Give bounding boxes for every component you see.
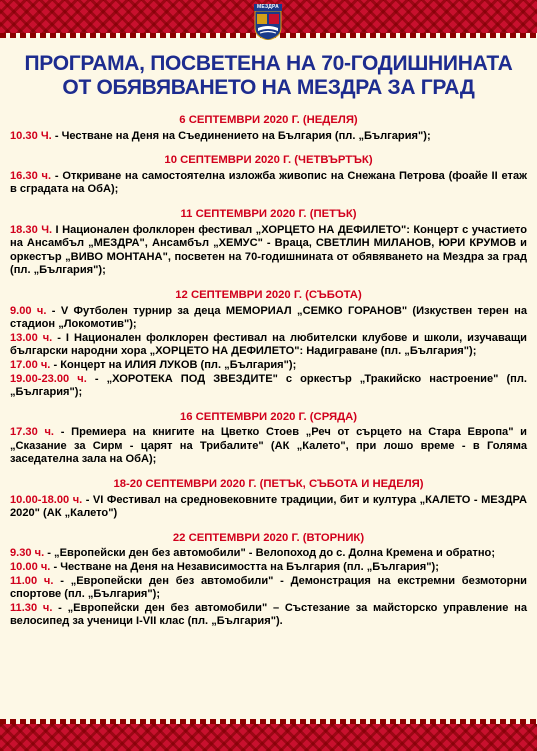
program-entry — [10, 130, 527, 144]
decorative-border-bottom — [0, 719, 537, 751]
day-heading: 10 СЕПТЕМВРИ 2020 Г. (ЧЕТВЪРТЪК) — [164, 154, 373, 167]
logo-label: МЕЗДРА — [254, 4, 282, 11]
program-entry — [10, 494, 527, 521]
program-list — [10, 114, 527, 640]
program-day-section — [10, 478, 527, 521]
entry-text: - Откриване на самостоятелна изложба живопис на Снежана Петрова (фоайе II етаж в сградата на ОбА); — [10, 169, 527, 196]
title-line-1: ПРОГРАМА, ПОСВЕТЕНА НА 70-ГОДИШНИНАТА — [24, 52, 513, 75]
program-entry — [10, 602, 527, 629]
entry-time: 19.00-23.00 ч. — [10, 372, 87, 385]
day-heading: 11 СЕПТЕМВРИ 2020 Г. (ПЕТЪК) — [180, 207, 357, 220]
day-heading: 22 СЕПТЕМВРИ 2020 Г. (ВТОРНИК) — [172, 531, 365, 544]
entry-time: 9.00 ч. — [10, 304, 47, 317]
entry-time: 18.30 Ч. — [10, 223, 53, 236]
entry-time: 10.00-18.00 ч. — [10, 493, 83, 506]
program-entry — [10, 332, 527, 359]
entry-text: - Премиера на книгите на Цветко Стоев „Реч от сърцето на Стара Европа" и „Сказание за Сирм - царят на Трибалите" (АК „Калето", при лошо време - в Голяма заседателна зала на ОбА); — [10, 426, 527, 466]
entry-time: 16.30 ч. — [10, 169, 52, 182]
program-entry — [10, 426, 527, 467]
program-entry — [10, 170, 527, 197]
entry-text: - Концерт на ИЛИЯ ЛУКОВ (пл. „България"); — [50, 358, 297, 371]
program-entry — [10, 373, 527, 400]
program-day-section — [10, 208, 527, 278]
entry-time: 9.30 ч. — [10, 547, 45, 560]
entry-text: - „Европейски ден без автомобили" – Състезание за майсторско управление на велосипед за ученици I-VII клас (пл. „България"). — [10, 601, 527, 628]
entry-text: - Честване на Деня на Съединението на България (пл. „България"); — [51, 129, 431, 142]
day-heading: 6 СЕПТЕМВРИ 2020 Г. (НЕДЕЛЯ) — [179, 114, 358, 126]
shield-icon — [254, 11, 282, 40]
entry-time: 11.00 ч. — [10, 574, 54, 587]
program-entry — [10, 224, 527, 278]
entry-text: I Национален фолклорен фестивал „ХОРЦЕТО НА ДЕФИЛЕТО": Концерт с участието на Ансамбъл „МЕЗДРА", Ансамбъл „ХЕМУС" - Враца, СВЕТЛИН МИЛАНОВ, ЮРИ КРУМОВ и оркестър „ВИВО МОНТАНА", посветен на 70-годишнината от обявяването на Мездра за град (пл. „България"); — [10, 223, 527, 277]
day-heading: 12 СЕПТЕМВРИ 2020 Г. (СЪБОТА) — [175, 288, 362, 301]
entry-time: 10.00 ч. — [10, 561, 51, 574]
entry-text: - V Футболен турнир за деца МЕМОРИАЛ „СЕМКО ГОРАНОВ" (Изкуствен терен на стадион „Локомотив"); — [10, 304, 527, 331]
title-line-2: ОТ ОБЯВЯВАНЕТО НА МЕЗДРА ЗА ГРАД — [62, 76, 475, 99]
entry-text: - VI Фестивал на средновековните традиции, бит и култура „КАЛЕТО - МЕЗДРА 2020" (АК „Калето") — [10, 493, 527, 520]
entry-text: - I Национален фолклорен фестивал на любителски клубове и школи, изучаващи български народни хора „ХОРЦЕТО НА ДЕФИЛЕТО": Надиграване (пл. „България"); — [10, 331, 527, 358]
program-day-section — [10, 289, 527, 400]
entry-time: 11.30 ч. — [10, 601, 53, 614]
program-entry — [10, 575, 527, 602]
day-heading: 18-20 СЕПТЕМВРИ 2020 Г. (ПЕТЪК, СЪБОТА И НЕДЕЛЯ) — [113, 478, 424, 491]
program-entry — [10, 547, 527, 561]
program-day-section — [10, 154, 527, 197]
entry-time: 13.00 ч. — [10, 331, 53, 344]
program-entry — [10, 561, 527, 575]
page-title — [0, 52, 537, 100]
entry-text: - „Европейски ден без автомобили" - Велопоход до с. Долна Кремена и обратно; — [44, 547, 496, 560]
entry-time: 17.00 ч. — [10, 358, 51, 371]
entry-text: - „Европейски ден без автомобили" - Демонстрация на екстремни безмоторни спортове (пл. „България"); — [10, 574, 527, 601]
entry-time: 17.30 ч. — [10, 426, 55, 439]
program-entry — [10, 305, 527, 332]
entry-time: 10.30 Ч. — [10, 129, 52, 142]
mezdra-coat-of-arms-logo — [254, 4, 282, 40]
entry-text: - „ХОРОТЕКА ПОД ЗВЕЗДИТЕ" с оркестър „Тракийско настроение" (пл. „България"); — [10, 372, 527, 399]
program-day-section — [10, 532, 527, 629]
program-entry — [10, 359, 527, 373]
program-day-section — [10, 411, 527, 467]
program-day-section — [10, 114, 527, 143]
entry-text: - Честване на Деня на Независимостта на България (пл. „България"); — [50, 561, 439, 574]
day-heading: 16 СЕПТЕМВРИ 2020 Г. (СРЯДА) — [179, 410, 358, 423]
